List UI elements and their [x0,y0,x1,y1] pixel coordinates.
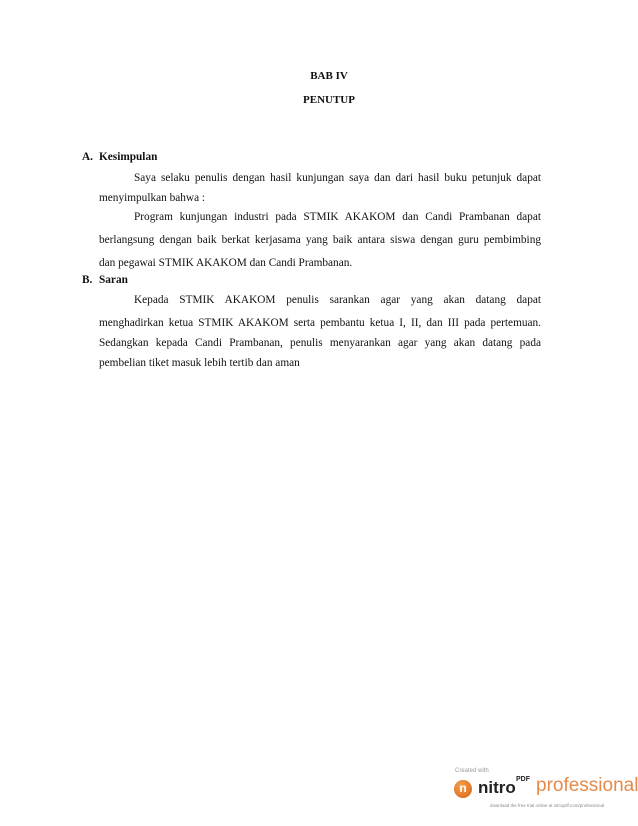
paragraph-line: Kepada STMIK AKAKOM penulis sarankan agar yang akan datang dapat [134,294,541,306]
section-b-heading [82,274,128,286]
paragraph-line: Saya selaku penulis dengan hasil kunjungan saya dan dari hasil buku petunjuk dapat [134,172,541,184]
chapter-number: BAB IV [310,70,348,82]
section-a-heading [82,151,157,163]
nitro-logo-icon: n [454,780,472,798]
paragraph-line: menyimpulkan bahwa : [99,192,206,204]
section-label: A. [82,151,93,163]
paragraph-line: dan pegawai STMIK AKAKOM dan Candi Prambanan. [99,257,353,269]
nitro-watermark [450,766,638,816]
watermark-download: download the free trial online at nitropdf.com/professional [490,803,605,808]
paragraph-line: menghadirkan ketua STMIK AKAKOM serta pembantu ketua I, II, dan III pada pertemuan. [99,317,541,329]
chapter-title: PENUTUP [303,94,355,106]
paragraph-line: Sedangkan kepada Candi Prambanan, penulis menyarankan agar yang akan datang pada [99,337,541,349]
watermark-created-with: Created with [455,768,489,774]
paragraph-line: pembelian tiket masuk lebih tertib dan aman [99,357,300,369]
watermark-brand: nitro [478,778,516,797]
paragraph-line: Program kunjungan industri pada STMIK AKAKOM dan Candi Prambanan dapat [134,211,541,223]
section-title: Saran [99,274,128,286]
watermark-pdf: PDF [516,776,530,783]
watermark-product: professional [536,775,638,796]
paragraph-line: berlangsung dengan baik berkat kerjasama yang baik antara siswa dengan guru pembimbing [99,234,541,246]
section-label: B. [82,274,93,286]
section-title: Kesimpulan [99,151,158,163]
